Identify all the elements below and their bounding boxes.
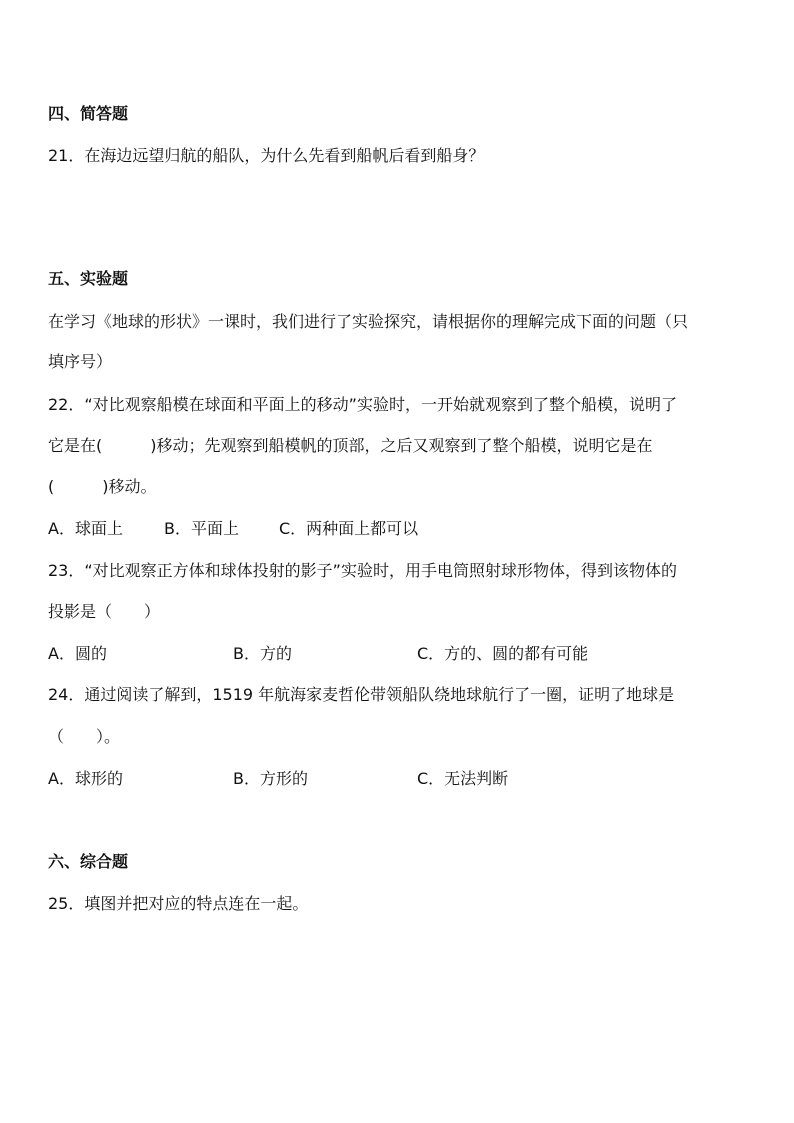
question-23-option-a[interactable]: A．圆的: [48, 644, 107, 663]
section-5-intro-line-2: 填序号）: [48, 352, 113, 371]
question-24-option-c[interactable]: C．无法判断: [417, 769, 509, 788]
question-23-line-1: 23．“对比观察正方体和球体投射的影子”实验时，用手电筒照射球形物体，得到该物体的: [48, 561, 677, 580]
section-5-heading: 五、实验题: [48, 269, 129, 288]
question-25: 25．填图并把对应的特点连在一起。: [48, 894, 309, 913]
question-22-option-c[interactable]: C．两种面上都可以: [279, 519, 419, 538]
question-22-line-1: 22．“对比观察船模在球面和平面上的移动”实验时，一开始就观察到了整个船模，说明了: [48, 395, 677, 414]
question-23-option-c[interactable]: C．方的、圆的都有可能: [417, 644, 589, 663]
question-22-option-a[interactable]: A．球面上: [48, 519, 123, 538]
question-21: 21．在海边远望归航的船队，为什么先看到船帆后看到船身？: [48, 146, 485, 165]
question-22-line-2: 它是在( )移动；先观察到船模帆的顶部，之后又观察到了整个船模，说明它是在: [48, 436, 653, 455]
question-24-line-2: （ ）。: [48, 727, 121, 746]
section-4-heading: 四、简答题: [48, 104, 129, 123]
question-23-line-2: 投影是（ ）: [48, 602, 161, 621]
question-23-option-b[interactable]: B．方的: [233, 644, 292, 663]
question-24-line-1: 24．通过阅读了解到，1519 年航海家麦哲伦带领船队绕地球航行了一圈，证明了地球是: [48, 685, 675, 704]
section-5-intro-line-1: 在学习《地球的形状》一课时，我们进行了实验探究，请根据你的理解完成下面的问题（只: [48, 312, 689, 331]
section-6-heading: 六、综合题: [48, 852, 129, 871]
question-22-line-3: ( )移动。: [48, 477, 157, 496]
question-22-option-b[interactable]: B．平面上: [164, 519, 239, 538]
question-24-option-b[interactable]: B．方形的: [233, 769, 308, 788]
question-24-option-a[interactable]: A．球形的: [48, 769, 123, 788]
